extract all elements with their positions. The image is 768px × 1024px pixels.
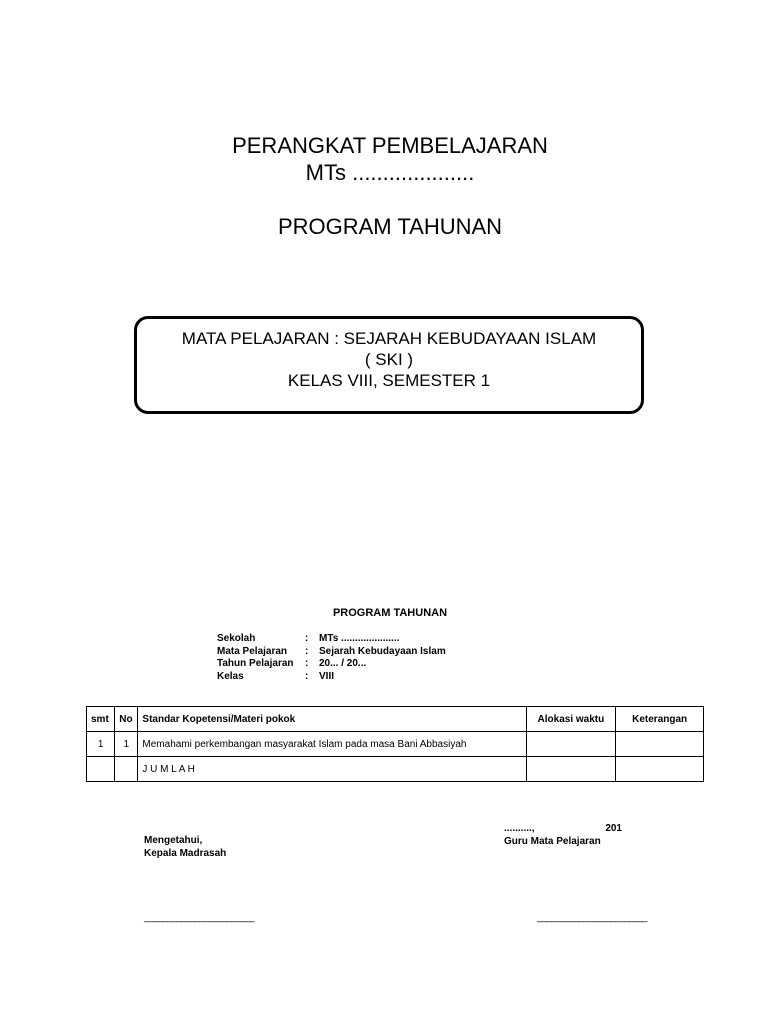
class-semester: KELAS VIII, SEMESTER 1: [287, 371, 491, 390]
principal-signature-block: [144, 834, 226, 860]
info-key: Mata Pelajaran: [217, 645, 288, 657]
place-date: [504, 822, 622, 835]
info-row-subject: [217, 646, 446, 659]
total-label: J U M L A H: [138, 757, 526, 782]
year-placeholder: 201: [605, 823, 622, 834]
column-header-no: No: [115, 707, 138, 732]
cell-empty: [87, 757, 115, 782]
column-header-materi: Standar Kopetensi/Materi pokok: [138, 707, 526, 732]
cell-empty: [526, 757, 616, 782]
column-header-keterangan: Keterangan: [616, 707, 704, 732]
info-separator: :: [305, 633, 309, 644]
table-header-row: [87, 707, 704, 732]
cell-no: 1: [115, 732, 138, 757]
info-key: Sekolah: [217, 633, 256, 644]
subject-box: [134, 316, 644, 414]
cell-empty: [115, 757, 138, 782]
document-title: PERANGKAT PEMBELAJARAN: [232, 133, 548, 158]
principal-label: Kepala Madrasah: [144, 848, 227, 859]
table-total-row: [87, 757, 704, 782]
info-key: Tahun Pelajaran: [217, 658, 294, 669]
principal-signature-line: ________________________: [144, 912, 254, 923]
info-value: Sejarah Kebudayaan Islam: [319, 645, 446, 657]
place-date-placeholder: ..........,: [504, 823, 535, 834]
teacher-label: Guru Mata Pelajaran: [504, 836, 601, 847]
info-separator: :: [305, 645, 309, 657]
subject-abbreviation: ( SKI ): [364, 350, 414, 369]
info-separator: :: [305, 658, 309, 669]
acknowledged-label: Mengetahui,: [144, 835, 203, 846]
column-header-alokasi: Alokasi waktu: [526, 707, 616, 732]
info-key: Kelas: [217, 670, 244, 682]
cell-materi: Memahami perkembangan masyarakat Islam pada masa Bani Abbasiyah: [138, 732, 526, 757]
program-table: [86, 706, 704, 782]
program-title: PROGRAM TAHUNAN: [277, 214, 503, 239]
info-row-class: [217, 671, 446, 684]
info-row-school: [217, 633, 446, 646]
program-heading: PROGRAM TAHUNAN: [332, 607, 448, 619]
school-name-placeholder: MTs ....................: [305, 160, 475, 185]
subject-line: MATA PELAJARAN : SEJARAH KEBUDAYAAN ISLAM: [181, 329, 597, 348]
info-value: MTs .....................: [319, 633, 400, 644]
cell-alokasi: [526, 732, 616, 757]
table-row: [87, 732, 704, 757]
info-separator: :: [305, 670, 309, 682]
program-info: [217, 633, 446, 683]
info-value: VIII: [319, 670, 335, 682]
info-value: 20... / 20...: [319, 658, 367, 669]
teacher-signature-block: [504, 822, 622, 848]
cell-empty: [616, 757, 704, 782]
cell-smt: 1: [87, 732, 115, 757]
teacher-signature-line: ________________________: [537, 912, 647, 923]
cell-keterangan: [616, 732, 704, 757]
column-header-smt: smt: [87, 707, 115, 732]
info-row-year: [217, 658, 446, 671]
